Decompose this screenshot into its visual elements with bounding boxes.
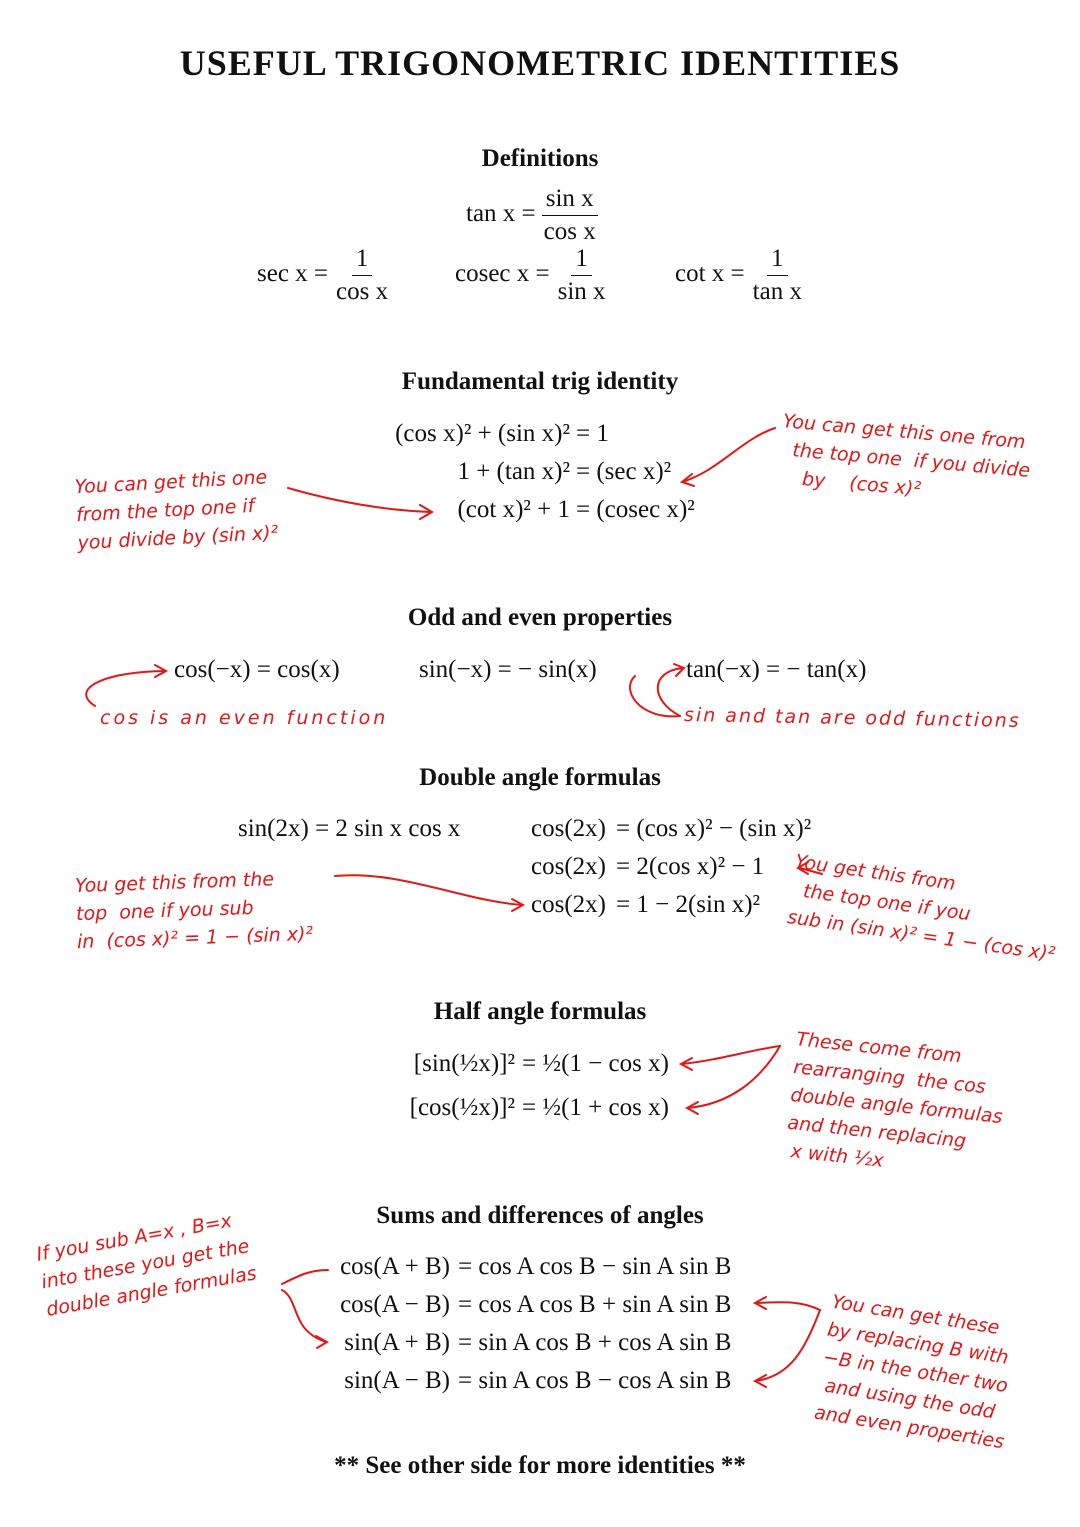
arrow-to-cos-even — [86, 671, 165, 706]
annotation-cos-even: cos is an even function — [100, 707, 389, 729]
heading-half-angle: Half angle formulas — [433, 998, 647, 1025]
heading-definitions: Definitions — [481, 145, 599, 172]
eq-cos-double-2-lhs: cos(2x) — [531, 853, 606, 880]
eq-cos-double-1-lhs: cos(2x) — [531, 815, 606, 842]
eq-fundamental-1-rhs: = 1 — [576, 420, 609, 447]
eq-fundamental-1-lhs: (cos x)² + (sin x)² — [395, 420, 570, 447]
eq-cos-even: cos(−x) = cos(x) — [174, 656, 340, 683]
eq-sin-double: sin(2x) = 2 sin x cos x — [238, 815, 461, 842]
eq-cos-double-2-rhs: = 2(cos x)² − 1 — [616, 853, 765, 880]
arrow-to-tan-odd — [658, 668, 682, 716]
arrow-to-tan-identity — [682, 428, 775, 482]
eq-sin-diff-lhs: sin(A − B) — [344, 1367, 450, 1394]
annotation-sin-tan-odd: sin and tan are odd functions — [683, 704, 1021, 732]
eq-sin-sum-rhs: = sin A cos B + cos A sin B — [458, 1329, 732, 1356]
eq-tan-odd: tan(−x) = − tan(x) — [686, 656, 867, 683]
annotation-sums-left: If you sub A=x , B=x into these you get the double angle formulas — [34, 1209, 259, 1321]
eq-cos-double-1-rhs: = (cos x)² − (sin x)² — [616, 815, 812, 842]
eq-lhs: sec x = — [257, 260, 329, 288]
numerator: 1 — [571, 245, 592, 276]
heading-odd-even: Odd and even properties — [407, 604, 673, 631]
annotation-double-right: You get this from the top one if you sub in (sin x)² = 1 − (cos x)² — [785, 850, 1057, 966]
eq-cos-sum-rhs: = cos A cos B − sin A sin B — [458, 1253, 732, 1280]
eq-fundamental-3-lhs: (cot x)² + 1 — [457, 496, 570, 523]
page-title: USEFUL TRIGONOMETRIC IDENTITIES — [179, 43, 901, 83]
arrow-to-sin-diff — [756, 1310, 820, 1381]
denominator: cos x — [543, 218, 596, 245]
footer-note: ** See other side for more identities ** — [334, 1452, 746, 1479]
eq-lhs: cosec x = — [455, 260, 550, 288]
eq-cos-double-3-lhs: cos(2x) — [531, 891, 606, 918]
eq-sin-sum-lhs: sin(A + B) — [344, 1329, 450, 1356]
eq-half-sin-rhs: = ½(1 − cos x) — [522, 1050, 669, 1077]
heading-sums-differences: Sums and differences of angles — [376, 1202, 704, 1229]
annotation-tan-derivation: You can get this one from the top one if you divide by (cos x)² — [777, 410, 1031, 501]
annotation-half-angle: These come from rearranging the cos double angle formulas and then replacing x with ½x — [783, 1028, 1004, 1172]
annotation-double-left: You get this from the top one if you sub in (cos x)² = 1 − (sin x)² — [74, 868, 314, 954]
denominator: sin x — [557, 278, 606, 305]
eq-fundamental-3-rhs: = (cosec x)² — [576, 496, 695, 523]
eq-half-cos-lhs: [cos(½x)]² — [409, 1094, 515, 1121]
eq-fundamental-2-rhs: = (sec x)² — [576, 458, 672, 485]
arrow-to-cos-double-3 — [335, 875, 522, 905]
denominator: tan x — [752, 278, 802, 305]
eq-half-cos-rhs: = ½(1 + cos x) — [522, 1094, 669, 1121]
arrow-to-sin-sum — [282, 1290, 326, 1342]
numerator: sin x — [542, 185, 598, 216]
eq-lhs: cot x = — [675, 260, 745, 288]
eq-lhs: tan x = — [466, 200, 536, 228]
eq-cos-double-3-rhs: = 1 − 2(sin x)² — [616, 891, 761, 918]
heading-double-angle: Double angle formulas — [419, 764, 661, 791]
eq-cos-diff-rhs: = cos A cos B + sin A sin B — [458, 1291, 732, 1318]
denominator: cos x — [336, 278, 389, 305]
eq-sin-diff-rhs: = sin A cos B − cos A sin B — [458, 1367, 732, 1394]
eq-fundamental-2-lhs: 1 + (tan x)² — [457, 458, 570, 485]
numerator: 1 — [767, 245, 788, 276]
eq-sin-odd: sin(−x) = − sin(x) — [419, 656, 597, 683]
eq-half-sin-lhs: [sin(½x)]² — [413, 1050, 515, 1077]
heading-fundamental: Fundamental trig identity — [401, 368, 679, 395]
eq-cos-sum-lhs: cos(A + B) — [340, 1253, 450, 1280]
annotation-cot-derivation: You can get this one from the top one if you divide by (sin x)² — [74, 466, 279, 555]
eq-cos-diff-lhs: cos(A − B) — [340, 1291, 450, 1318]
numerator: 1 — [352, 245, 373, 276]
arrow-to-half-sin — [682, 1046, 780, 1064]
annotation-sums-right: You can get these by replacing B with −B in the other two and using the odd and even properties — [812, 1290, 1011, 1454]
arrow-to-cot-identity — [288, 488, 430, 512]
arrow-to-cos-sum — [282, 1270, 328, 1284]
